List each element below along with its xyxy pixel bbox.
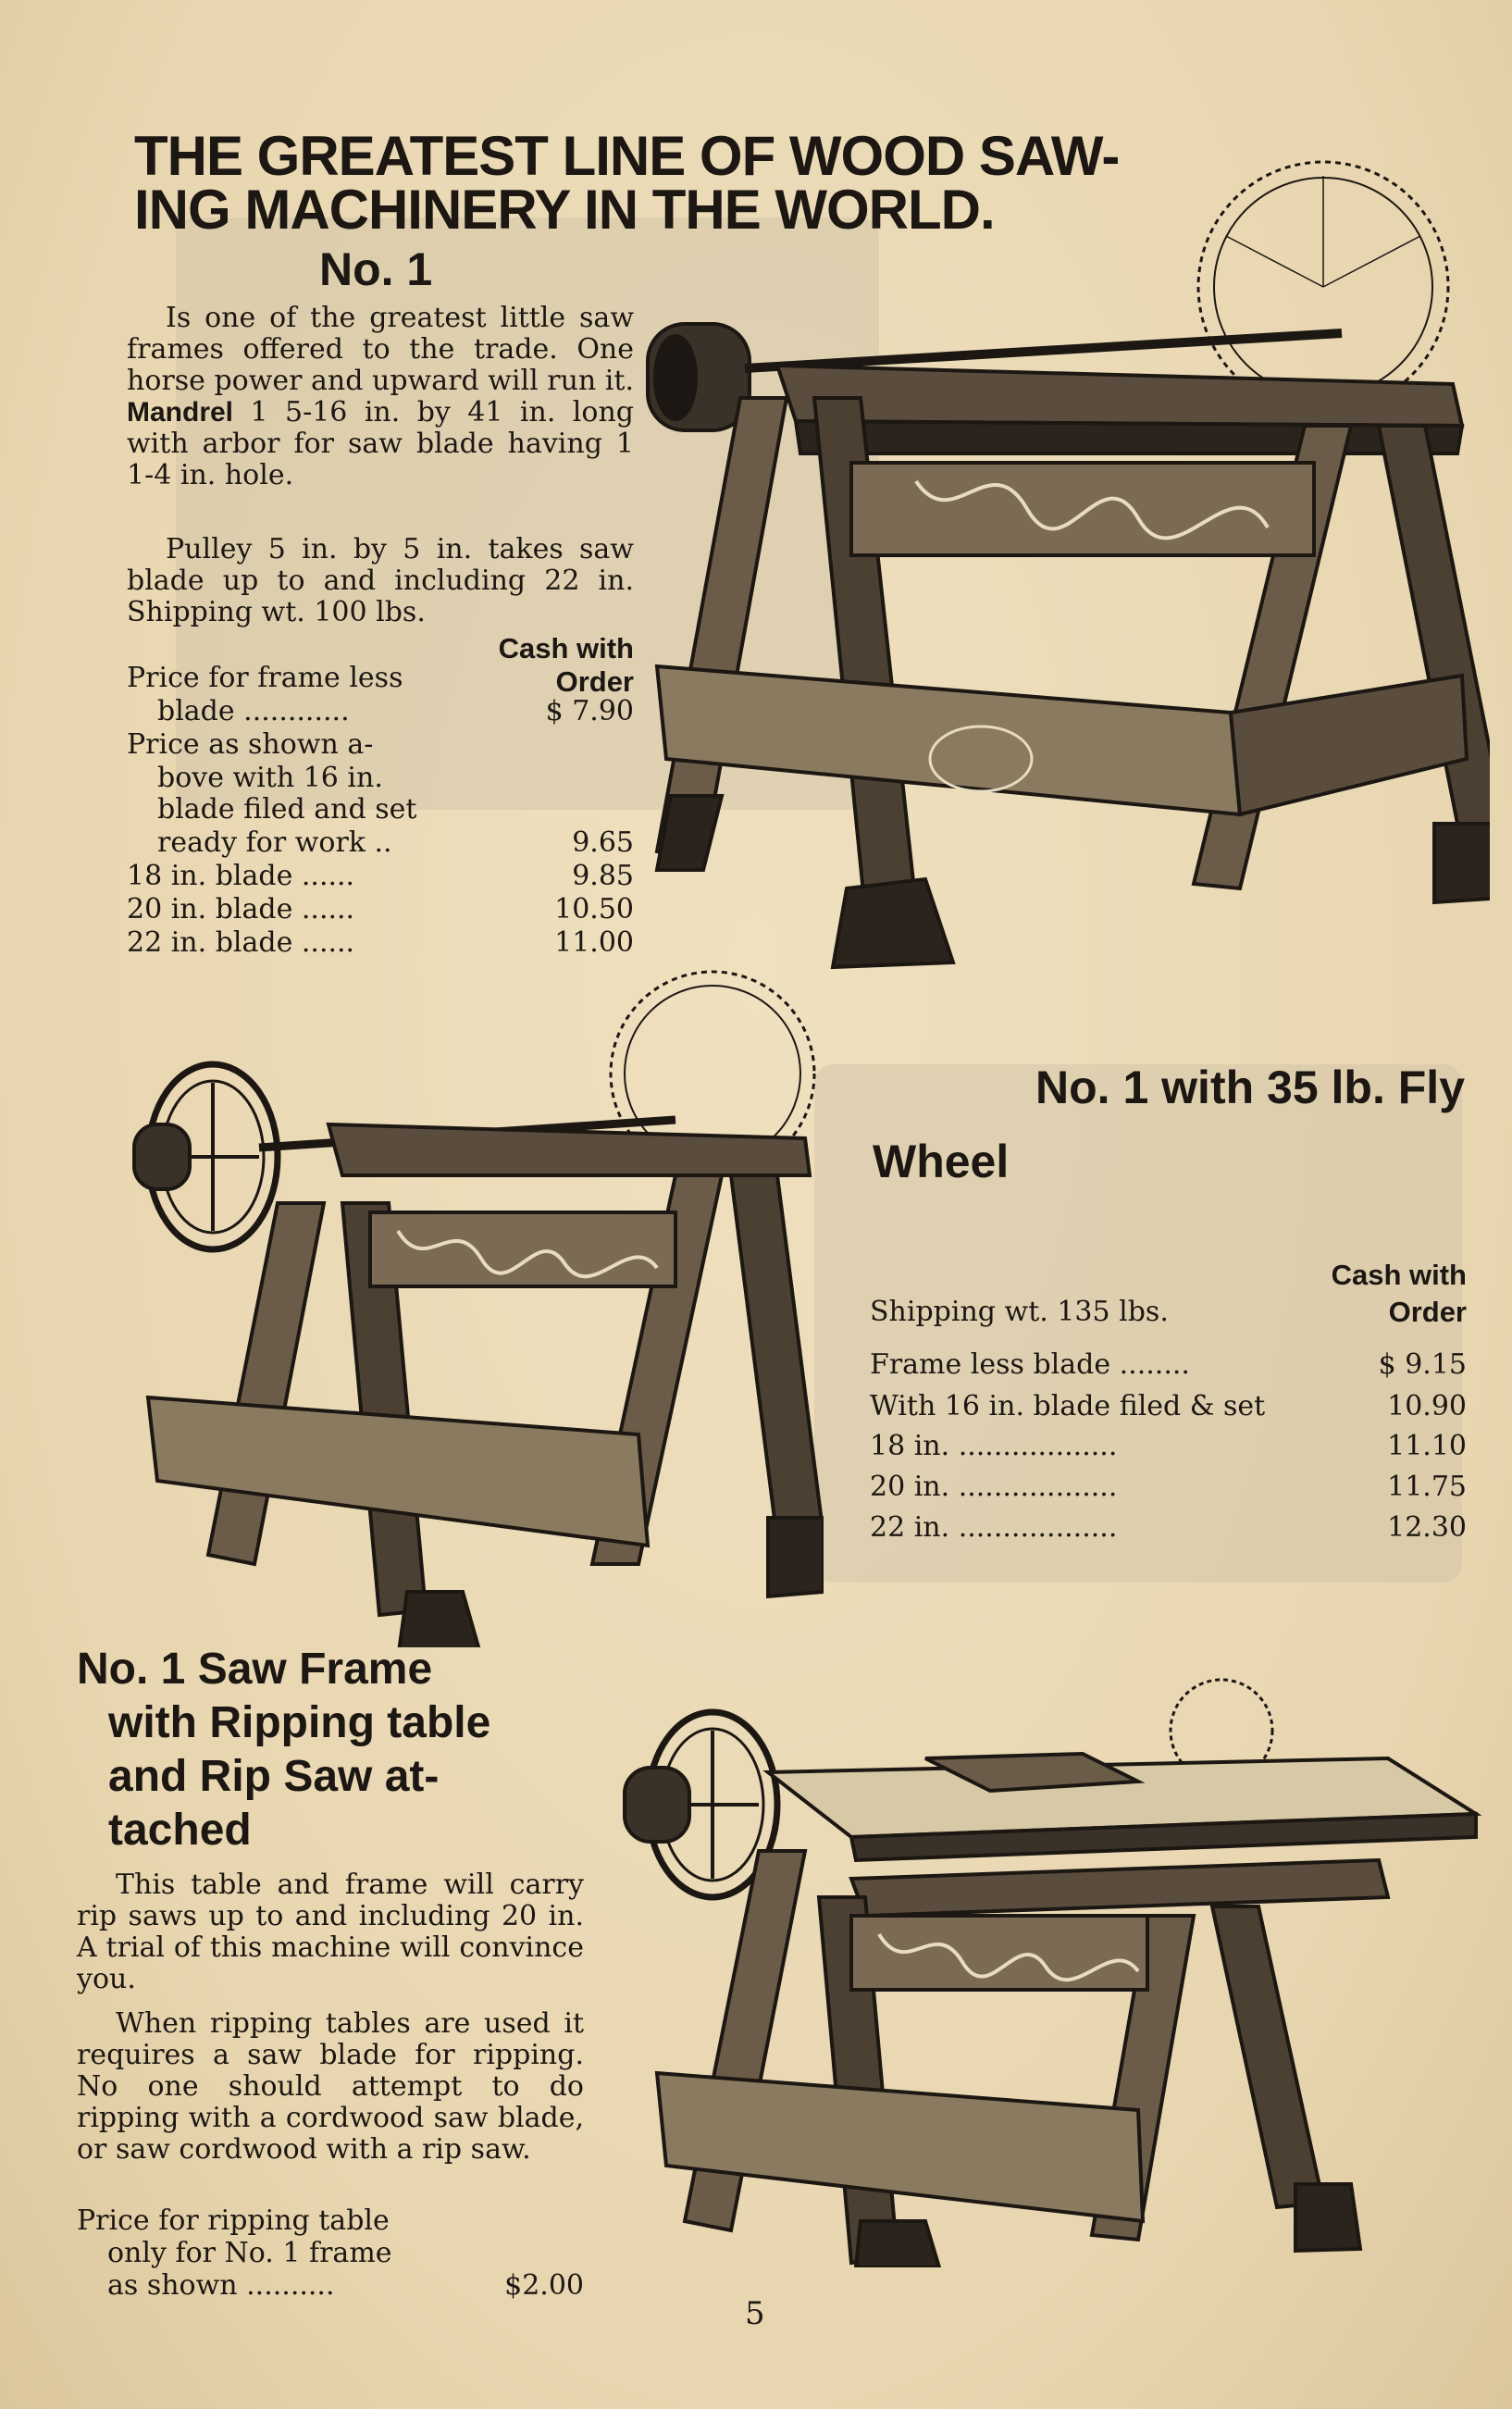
rip-title-1: No. 1 Saw Frame: [77, 1645, 433, 1694]
no1-desc-bold: Mandrel: [127, 397, 234, 428]
no1-price-row: [127, 663, 634, 694]
no1-price-row: [157, 827, 634, 859]
row-label: 22 in. blade ......: [127, 926, 355, 959]
no1-desc-part2: 1 5-16 in. by 41 in. long with arbor for saw blade having 1 1-4 in. hole.: [127, 396, 634, 491]
fly-wheel-title-2: Wheel: [873, 1136, 1010, 1187]
headline-line-1: THE GREATEST LINE OF WOOD SAW-: [134, 125, 1120, 187]
row-value: 11.75: [1387, 1471, 1467, 1503]
fly-wheel-title: [873, 1050, 1465, 1198]
row-label: 20 in. ..................: [870, 1471, 1118, 1503]
row-value: 11.10: [1387, 1430, 1467, 1462]
row-value: 10.90: [1387, 1390, 1467, 1422]
fly-price-row: [870, 1512, 1467, 1544]
row-value: 12.30: [1387, 1511, 1467, 1544]
rip-price-line-2: only for No. 1 frame: [107, 2237, 392, 2269]
no1-price-row: [127, 927, 634, 959]
no1-price-row: [157, 696, 634, 727]
row-label: Frame less blade ........: [870, 1348, 1190, 1381]
rip-price-line-1: Price for ripping table: [77, 2204, 390, 2237]
fly-shipping-row: [870, 1297, 1467, 1328]
row-label: 22 in. ..................: [870, 1511, 1118, 1544]
fly-price-row: [870, 1391, 1467, 1422]
row-label: 20 in. blade ......: [127, 893, 355, 925]
no1-description: [127, 303, 634, 491]
row-label: blade ............: [157, 695, 350, 727]
rip-price-row: [107, 2270, 584, 2302]
ripping-table-illustration: [620, 1666, 1490, 2267]
row-value: $ 9.15: [1378, 1348, 1467, 1381]
row-value: 9.85: [572, 860, 634, 892]
row-value: 11.00: [554, 926, 634, 959]
row-label: 18 in. blade ......: [127, 860, 355, 892]
rip-price-label: as shown ..........: [107, 2269, 335, 2302]
fly-wheel-saw-frame-illustration: [120, 962, 824, 1647]
no1-price-row: [157, 794, 634, 826]
fly-wheel-title-1: No. 1 with 35 lb. Fly: [1035, 1062, 1465, 1113]
row-label: Price as shown a-: [127, 728, 374, 761]
no1-pulley-text: Pulley 5 in. by 5 in. takes saw blade up to and including 22 in. Shipping wt. 100 lbs.: [127, 533, 634, 628]
no1-desc-part1: Is one of the greatest little saw frames offered to the trade. One horse power and upward will run it.: [127, 302, 634, 397]
headline-line-2: ING MACHINERY IN THE WORLD.: [134, 179, 995, 241]
row-label: Price for frame less: [127, 662, 403, 694]
row-label: 18 in. ..................: [870, 1430, 1118, 1462]
fly-price-heading-2: Order: [1388, 1296, 1467, 1328]
row-value: 9.65: [572, 826, 634, 859]
row-label: ready for work ..: [157, 826, 392, 859]
row-value: $ 7.90: [545, 695, 634, 727]
rip-description: This table and frame will carry rip saws up to and including 20 in. A trial of this machine will convince you.: [77, 1869, 584, 1995]
no1-price-heading-2: Order: [555, 665, 634, 698]
no1-price-row: [157, 763, 634, 794]
fly-price-row: [870, 1431, 1467, 1462]
row-value: 10.50: [554, 893, 634, 925]
rip-price-value: $2.00: [504, 2269, 584, 2302]
fly-shipping-weight: Shipping wt. 135 lbs.: [870, 1296, 1169, 1328]
no1-price-row: [127, 894, 634, 925]
fly-price-row: [870, 1471, 1467, 1503]
rip-section-title: [77, 1643, 595, 1857]
rip-title-2: with Ripping table: [108, 1698, 491, 1747]
no1-price-heading-1: Cash with: [498, 632, 634, 664]
row-label: bove with 16 in.: [157, 762, 383, 794]
no1-title: No. 1: [319, 243, 433, 295]
saw-frame-illustration: [638, 148, 1490, 981]
rip-title-3: and Rip Saw at-: [108, 1752, 440, 1801]
fly-price-heading-1: Cash with: [1331, 1259, 1467, 1291]
row-label: blade filed and set: [157, 793, 417, 826]
rip-title-4: tached: [108, 1806, 252, 1855]
no1-price-row: [127, 861, 634, 892]
no1-price-row: [127, 729, 634, 761]
fly-price-row: [870, 1349, 1467, 1381]
row-label: With 16 in. blade filed & set: [870, 1390, 1266, 1422]
rip-ripping-note: When ripping tables are used it requires a saw blade for ripping. No one should attempt to do ripping with a cordwood saw blade, or saw cordwood with a rip saw.: [77, 2007, 584, 2166]
page-number: 5: [745, 2295, 765, 2332]
